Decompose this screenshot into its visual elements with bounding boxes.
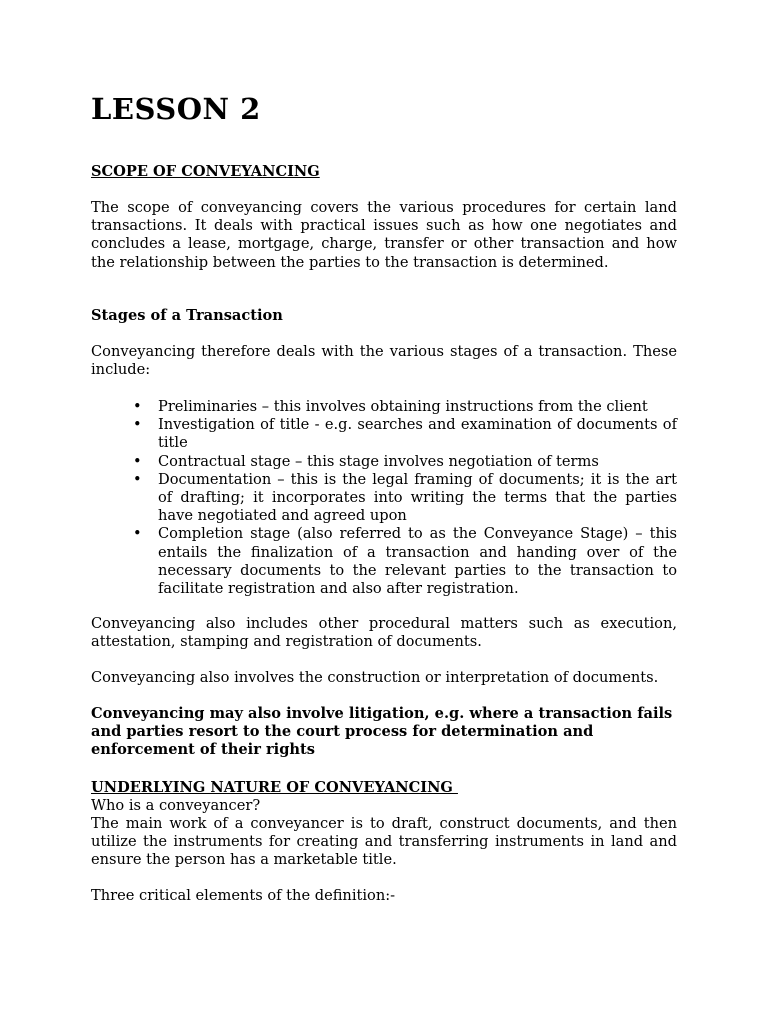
list-item-text: Completion stage (also referred to as the Conveyance Stage) – this entails the finalization of a transaction and handing over of the necessary documents to the relevant parties to the transaction to facilitate registration and also after registration. <box>158 525 677 598</box>
list-item-text: Contractual stage – this stage involves negotiation of terms <box>158 452 599 470</box>
bullet-icon: • <box>133 416 142 434</box>
list-item-text: Preliminaries – this involves obtaining instructions from the client <box>158 398 648 415</box>
bullet-icon: • <box>133 470 142 488</box>
conveyancer-question: Who is a conveyancer? <box>91 797 261 814</box>
list-item <box>91 398 677 416</box>
scope-heading: SCOPE OF CONVEYANCING <box>91 163 320 180</box>
stages-intro-paragraph: Conveyancing therefore deals with the various stages of a transaction. These include: <box>91 343 677 379</box>
litigation-paragraph: Conveyancing may also involve litigation, e.g. where a transaction fails and parties resort to the court process for determination and enforcement of their rights <box>91 705 673 759</box>
stages-list <box>91 398 677 598</box>
list-item <box>91 416 677 452</box>
scope-paragraph: The scope of conveyancing covers the various procedures for certain land transactions. It deals with practical issues such as how one negotiates and concludes a lease, mortgage, charge, transfer or other transaction and how the relationship between the parties to the transaction is determined. <box>91 199 677 271</box>
list-item <box>91 471 677 526</box>
list-item-text: Investigation of title - e.g. searches and examination of documents of title <box>158 416 677 452</box>
lesson-title: LESSON 2 <box>91 92 261 126</box>
conveyancer-paragraph: The main work of a conveyancer is to draft, construct documents, and then utilize the instruments for creating and transferring instruments in land and ensure the person has a marketable title. <box>91 815 677 869</box>
bullet-icon: • <box>133 525 142 543</box>
procedural-paragraph: Conveyancing also includes other procedural matters such as execution, attestation, stamping and registration of documents. <box>91 615 677 651</box>
stages-heading: Stages of a Transaction <box>91 307 283 324</box>
bullet-icon: • <box>133 452 142 470</box>
elements-intro: Three critical elements of the definition:- <box>91 887 396 904</box>
construction-paragraph: Conveyancing also involves the construction or interpretation of documents. <box>91 669 659 686</box>
list-item-text: Documentation – this is the legal framing of documents; it is the art of drafting; it incorporates into writing the terms that the parties have negotiated and agreed upon <box>158 470 677 525</box>
list-item <box>91 525 677 598</box>
list-item <box>91 453 677 471</box>
bullet-icon: • <box>133 398 142 415</box>
nature-heading: UNDERLYING NATURE OF CONVEYANCING <box>91 779 458 796</box>
